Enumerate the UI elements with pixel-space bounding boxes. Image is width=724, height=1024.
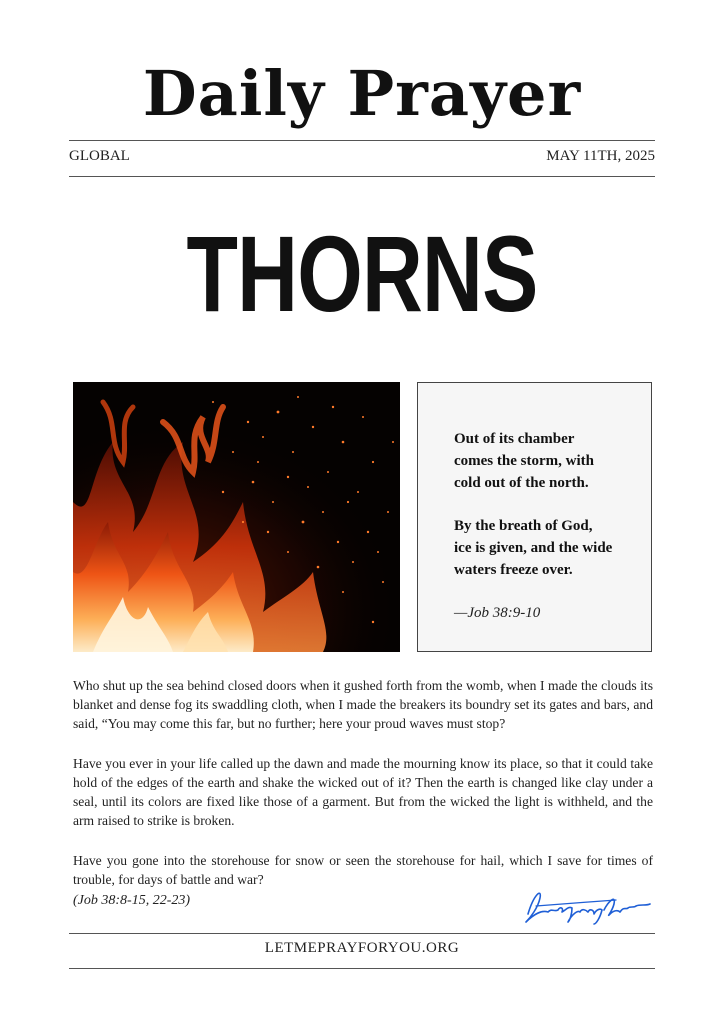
body-paragraph: Have you ever in your life called up the dawn and made the mourning know its place, so that it could take hold of the edges of the earth and shake the wicked out of it? Then the earth is changed like clay under a seal, until its colors are fixed like those of a garment. But from the wicked the light is withheld, and the arm raised to strike is broken. (73, 756, 653, 828)
footer-top-rule (69, 933, 655, 934)
fire-photo (73, 382, 400, 652)
signature-drawing (520, 884, 652, 926)
signature (520, 884, 652, 926)
headline: THORNS (186, 213, 538, 334)
pull-quote-line: ice is given, and the wide (454, 540, 613, 556)
pull-quote-line: comes the storm, with (454, 453, 594, 469)
footer-bottom-rule (69, 968, 655, 969)
dateline-date: MAY 11TH, 2025 (546, 148, 655, 164)
dateline (69, 148, 655, 166)
fire-illustration (73, 382, 400, 652)
article-body (73, 676, 653, 910)
dateline-region: GLOBAL (69, 148, 130, 164)
pull-quote-line: Out of its chamber (454, 431, 575, 447)
pull-quote (454, 428, 639, 624)
pull-quote-line: waters freeze over. (454, 562, 573, 578)
body-paragraph: Have you gone into the storehouse for snow or seen the storehouse for hail, which I save for times of trouble, for days of battle and war? (73, 853, 653, 887)
pull-quote-stanza-2 (454, 515, 639, 581)
masthead-title: Daily Prayer (142, 57, 582, 130)
pull-quote-stanza-1 (454, 428, 639, 494)
pull-quote-citation: —Job 38:9-10 (454, 605, 541, 621)
pull-quote-line: cold out of the north. (454, 475, 589, 491)
scripture-reference: (Job 38:8-15, 22-23) (73, 893, 191, 908)
top-rule (69, 140, 655, 141)
footer-website-link[interactable]: LETMEPRAYFORYOU.ORG (264, 940, 460, 956)
body-paragraph: Who shut up the sea behind closed doors when it gushed forth from the womb, when I made the clouds its blanket and dense fog its swaddling cloth, when I made the breakers its boundry set its gates and bars, and said, “You may come this far, but no further; here your proud waves must stop? (73, 678, 653, 731)
pull-quote-line: By the breath of God, (454, 518, 593, 534)
dateline-rule (69, 176, 655, 177)
pull-quote-box (417, 382, 652, 652)
